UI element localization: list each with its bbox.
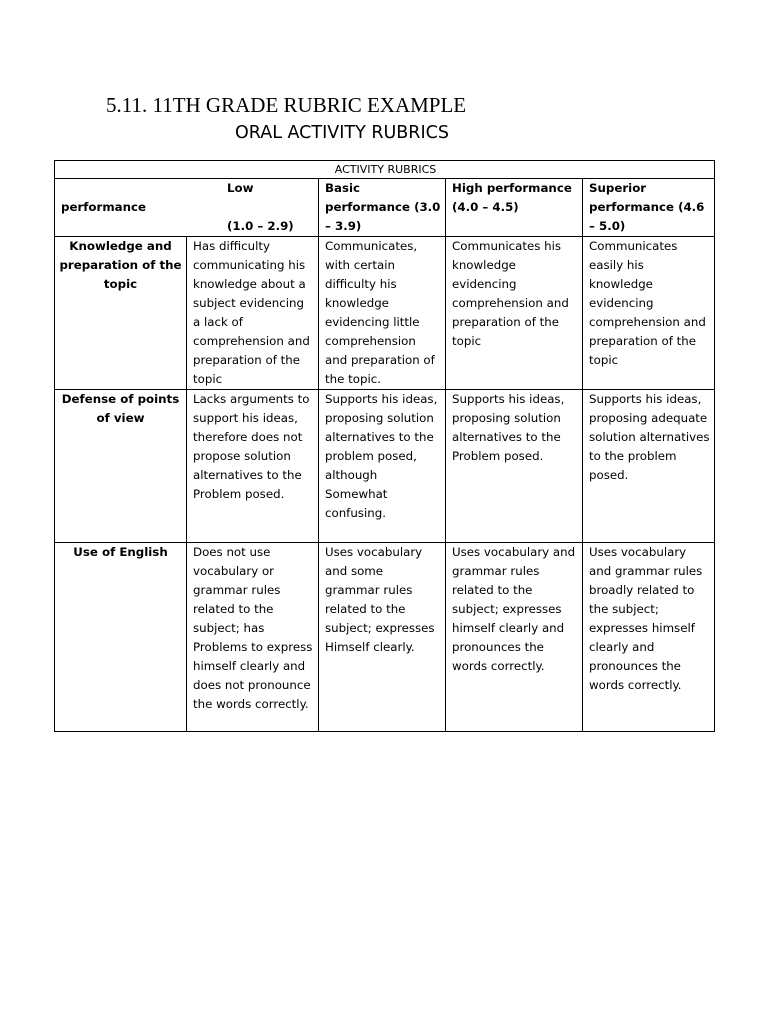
low-cell: Does not use vocabulary or grammar rules related to the subject; has Problems to express himself clearly and does not pronounce the words correctly. [187,543,319,732]
header-low-line3: (1.0 – 2.9) [227,219,294,233]
criterion-cell: Defense of points of view [55,390,187,543]
high-cell: Uses vocabulary and grammar rules related to the subject; expresses himself clearly and pronounces the words correctly. [446,543,583,732]
header-basic-performance: Basic performance (3.0 – 3.9) [319,179,446,237]
superior-cell: Supports his ideas, proposing adequate solution alternatives to the problem posed. [583,390,715,543]
criterion-cell: Knowledge and preparation of the topic [55,237,187,390]
document-subtitle: ORAL ACTIVITY RUBRICS [235,123,449,143]
document-heading: 5.11. 11TH GRADE RUBRIC EXAMPLE [106,93,467,117]
high-cell: Communicates his knowledge evidencing comprehension and preparation of the topic [446,237,583,390]
basic-cell: Communicates, with certain difficulty his knowledge evidencing little comprehension and preparation of the topic. [319,237,446,390]
superior-cell: Uses vocabulary and grammar rules broadly related to the subject; expresses himself clearly and pronounces the words correctly. [583,543,715,732]
rubric-table [54,160,715,732]
basic-cell: Uses vocabulary and some grammar rules related to the subject; expresses Himself clearly. [319,543,446,732]
table-header-row [55,179,715,237]
low-cell: Has difficulty communicating his knowledge about a subject evidencing a lack of comprehension and preparation of the topic [187,237,319,390]
low-cell: Lacks arguments to support his ideas, therefore does not propose solution alternatives to the Problem posed. [187,390,319,543]
table-row [55,390,715,543]
table-caption: ACTIVITY RUBRICS [55,161,715,179]
header-low-performance [55,179,319,237]
superior-cell: Communicates easily his knowledge evidencing comprehension and preparation of the topic [583,237,715,390]
header-low-line2: performance [61,200,146,214]
header-low-line1: Low [227,181,254,195]
header-high-performance: High performance (4.0 – 4.5) [446,179,583,237]
criterion-cell: Use of English [55,543,187,732]
basic-cell: Supports his ideas, proposing solution alternatives to the problem posed, although Somewhat confusing. [319,390,446,543]
table-row [55,543,715,732]
high-cell: Supports his ideas, proposing solution alternatives to the Problem posed. [446,390,583,543]
header-superior-performance: Superior performance (4.6 – 5.0) [583,179,715,237]
table-caption-row [55,161,715,179]
table-row [55,237,715,390]
